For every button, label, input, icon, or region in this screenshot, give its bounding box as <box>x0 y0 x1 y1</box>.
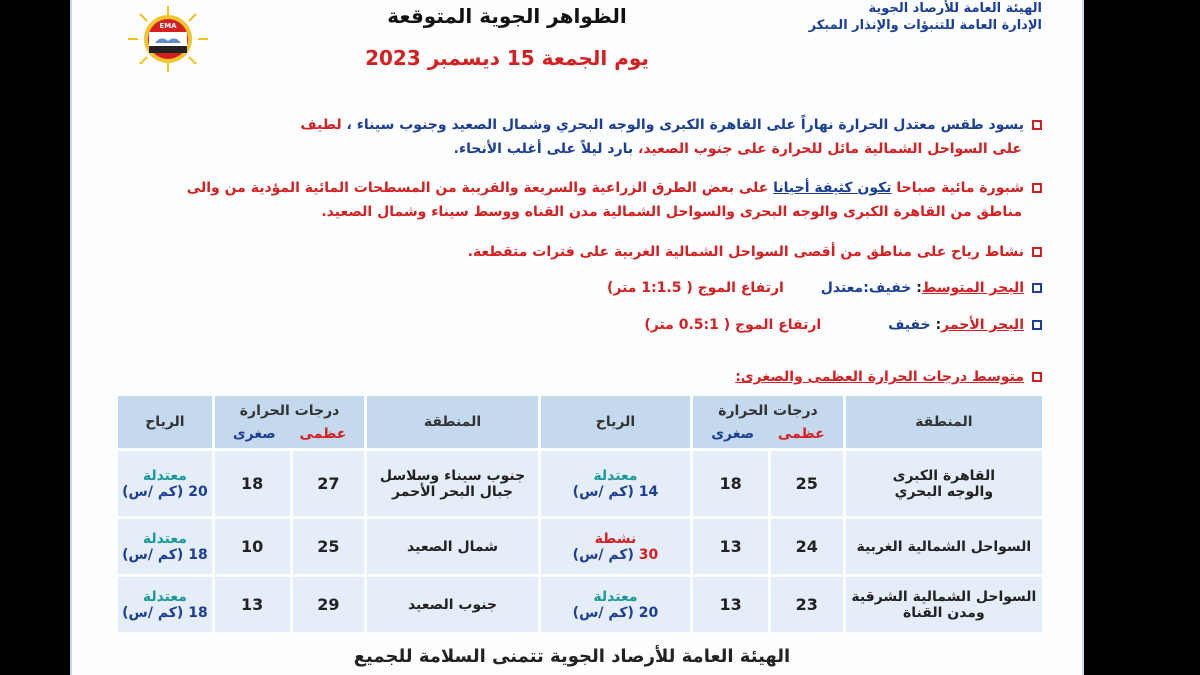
bulletin-page <box>70 0 1084 675</box>
caption-text: متوسط درجات الحرارة العظمى والصغرى: <box>735 369 1024 385</box>
max-temp: 24 <box>769 518 844 576</box>
checkbox-icon <box>1032 247 1042 257</box>
bullet-fog <box>102 176 1042 224</box>
table-row <box>117 576 1044 634</box>
min-temp: 13 <box>213 576 291 634</box>
checkbox-icon <box>1032 320 1042 330</box>
agency-line-2: الإدارة العامة للتنبؤات والإنذار المبكر <box>808 18 1042 33</box>
header-temp: درجات الحرارة عظمى صغرى <box>692 395 844 450</box>
wind-cell: نشطة 30 (كم /س) <box>539 518 691 576</box>
wind-cell: معتدلة 20 (كم /س) <box>539 576 691 634</box>
bullet-highlight: مائل للحرارة على جنوب الصعيد، <box>638 141 860 157</box>
max-temp: 23 <box>769 576 844 634</box>
sea-state: خفيف <box>888 317 931 333</box>
bullet-text: شبورة مائية صباحا <box>896 180 1024 196</box>
min-temp: 18 <box>213 450 291 518</box>
min-temp: 13 <box>692 576 770 634</box>
temperature-table <box>115 393 1045 635</box>
wave-height: ارتفاع الموج ( 0.5:1 متر) <box>644 317 822 333</box>
sea-label: البحر الأحمر <box>941 317 1024 333</box>
checkbox-icon <box>1032 183 1042 193</box>
bullet-text: على بعض الطرق الزراعية والسريعة والقريبة من المسطحات المائية المؤدية من والى <box>186 180 769 196</box>
min-temp: 18 <box>692 450 770 518</box>
sea-label: البحر المتوسط <box>921 280 1024 296</box>
header-min: صغرى <box>711 426 755 442</box>
agency-line-1: الهيئة العامة للأرصاد الجوية <box>868 1 1042 16</box>
page-title: الظواهر الجوية المتوقعة <box>387 4 627 28</box>
region-cell: السواحل الشمالية الشرقية ومدن القناة <box>844 576 1043 634</box>
min-temp: 13 <box>692 518 770 576</box>
wind-cell: معتدلة 14 (كم /س) <box>539 450 691 518</box>
bullet-highlight: على السواحل الشمالية <box>863 141 1022 157</box>
max-temp: 25 <box>291 518 366 576</box>
bullet-highlight: تكون كثيفة أحيانا <box>773 180 892 196</box>
sea-mediterranean: البحر المتوسط: خفيف:معتدل ارتفاع الموج ( 1:1.5 متر) <box>442 276 1042 300</box>
bullet-text: يسود طقس معتدل الحرارة نهاراً على القاهرة الكبرى والوجه البحري وشمال الصعيد وجنوب سيناء ، <box>346 117 1024 133</box>
footer-message: الهيئة العامة للأرصاد الجوية تتمنى السلامة للجميع <box>353 646 791 667</box>
wind-cell: معتدلة 18 (كم /س) <box>117 518 214 576</box>
wind-cell: معتدلة 20 (كم /س) <box>117 450 214 518</box>
region-cell: جنوب الصعيد <box>366 576 539 634</box>
checkbox-icon <box>1032 372 1042 382</box>
checkbox-icon <box>1032 120 1042 130</box>
header-region: المنطقة <box>844 395 1043 450</box>
bullet-text: نشاط رياح على مناطق من أقصى السواحل الشمالية الغربية على فترات متقطعة. <box>467 244 1024 260</box>
header-wind: الرياح <box>117 395 214 450</box>
region-cell: جنوب سيناء وسلاسل جبال البحر الأحمر <box>366 450 539 518</box>
header-wind: الرياح <box>539 395 691 450</box>
sea-state: خفيف:معتدل <box>820 280 912 296</box>
table-caption <box>442 365 1042 389</box>
header-temp: درجات الحرارة عظمى صغرى <box>213 395 365 450</box>
bullet-text: مناطق من القاهرة الكبرى والوجه البحرى والسواحل الشمالية مدن القناه ووسط سيناء وشمال الصعيد. <box>321 204 1022 220</box>
max-temp: 27 <box>291 450 366 518</box>
region-cell: السواحل الشمالية الغربية <box>844 518 1043 576</box>
bullet-weather <box>102 113 1042 161</box>
table-row <box>117 450 1044 518</box>
header-min: صغرى <box>232 426 276 442</box>
bullet-wind <box>102 240 1042 264</box>
max-temp: 29 <box>291 576 366 634</box>
wind-cell: معتدلة 18 (كم /س) <box>117 576 214 634</box>
region-cell: شمال الصعيد <box>366 518 539 576</box>
svg-text:EMA: EMA <box>159 22 177 30</box>
ema-logo <box>122 4 214 74</box>
bullet-text: بارد ليلاً على أغلب الأنحاء. <box>453 141 634 157</box>
min-temp: 10 <box>213 518 291 576</box>
sea-red: البحر الأحمر: خفيف ارتفاع الموج ( 0.5:1 متر) <box>442 313 1042 337</box>
bullet-highlight: لطيف <box>300 117 342 133</box>
region-cell: القاهرة الكبرى والوجه البحري <box>844 450 1043 518</box>
max-temp: 25 <box>769 450 844 518</box>
agency-name <box>809 0 1042 34</box>
table-header <box>117 395 1044 450</box>
header-max: عظمى <box>299 426 347 442</box>
header-region: المنطقة <box>366 395 539 450</box>
checkbox-icon <box>1032 283 1042 293</box>
forecast-date: يوم الجمعة 15 ديسمبر 2023 <box>365 46 649 70</box>
header-max: عظمى <box>777 426 825 442</box>
wave-height: ارتفاع الموج ( 1:1.5 متر) <box>606 280 784 296</box>
table-row <box>117 518 1044 576</box>
